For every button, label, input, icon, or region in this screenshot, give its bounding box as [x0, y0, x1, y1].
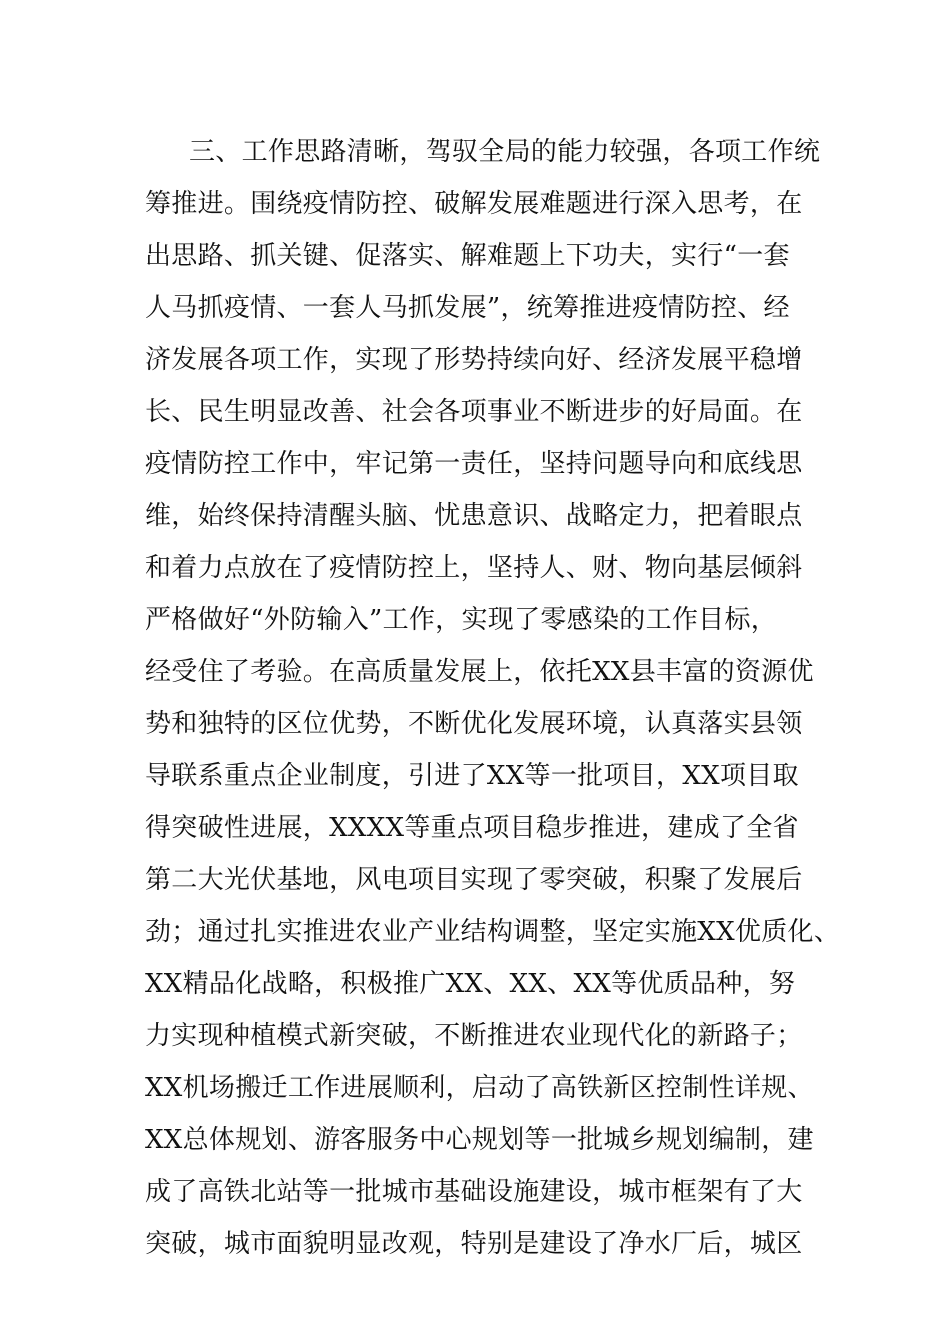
paragraph-line: XX总体规划、游客服务中心规划等一批城乡规划编制，建	[145, 1125, 814, 1155]
paragraph-line: 维，始终保持清醒头脑、忧患意识、战略定力，把着眼点	[145, 501, 803, 531]
paragraph-line: XX机场搬迁工作进展顺利，启动了高铁新区控制性详规、	[145, 1073, 814, 1103]
paragraph-line: 劲；通过扎实推进农业产业结构调整，坚定实施XX优质化、	[145, 917, 841, 947]
paragraph-line: 三、工作思路清晰，驾驭全局的能力较强，各项工作统	[189, 137, 821, 167]
body-paragraph	[145, 126, 841, 1270]
paragraph-line: 济发展各项工作，实现了形势持续向好、经济发展平稳增	[145, 345, 803, 375]
paragraph-line: 经受住了考验。在高质量发展上，依托XX县丰富的资源优	[145, 657, 814, 687]
paragraph-line: 力实现种植模式新突破，不断推进农业现代化的新路子；	[145, 1021, 803, 1051]
paragraph-line: 筹推进。围绕疫情防控、破解发展难题进行深入思考，在	[145, 189, 803, 219]
paragraph-line: 出思路、抓关键、促落实、解难题上下功夫，实行“一套	[145, 241, 790, 271]
paragraph-line: 势和独特的区位优势，不断优化发展环境，认真落实县领	[145, 709, 803, 739]
paragraph-line: 突破，城市面貌明显改观，特别是建设了净水厂后，城区	[145, 1229, 803, 1259]
paragraph-line: XX精品化战略，积极推广XX、XX、XX等优质品种，努	[145, 969, 796, 999]
paragraph-line: 人马抓疫情、一套人马抓发展”，统筹推进疫情防控、经	[145, 293, 790, 323]
paragraph-line: 得突破性进展，XXXX等重点项目稳步推进，建成了全省	[145, 813, 799, 843]
paragraph-line: 疫情防控工作中，牢记第一责任，坚持问题导向和底线思	[145, 449, 803, 479]
paragraph-line: 和着力点放在了疫情防控上，坚持人、财、物向基层倾斜	[145, 553, 803, 583]
paragraph-line: 长、民生明显改善、社会各项事业不断进步的好局面。在	[145, 397, 803, 427]
paragraph-line: 严格做好“外防输入”工作，实现了零感染的工作目标，	[145, 605, 778, 635]
paragraph-line: 导联系重点企业制度，引进了XX等一批项目，XX项目取	[145, 761, 799, 791]
paragraph-line: 第二大光伏基地，风电项目实现了零突破，积聚了发展后	[145, 865, 803, 895]
paragraph-line: 成了高铁北站等一批城市基础设施建设，城市框架有了大	[145, 1177, 803, 1207]
